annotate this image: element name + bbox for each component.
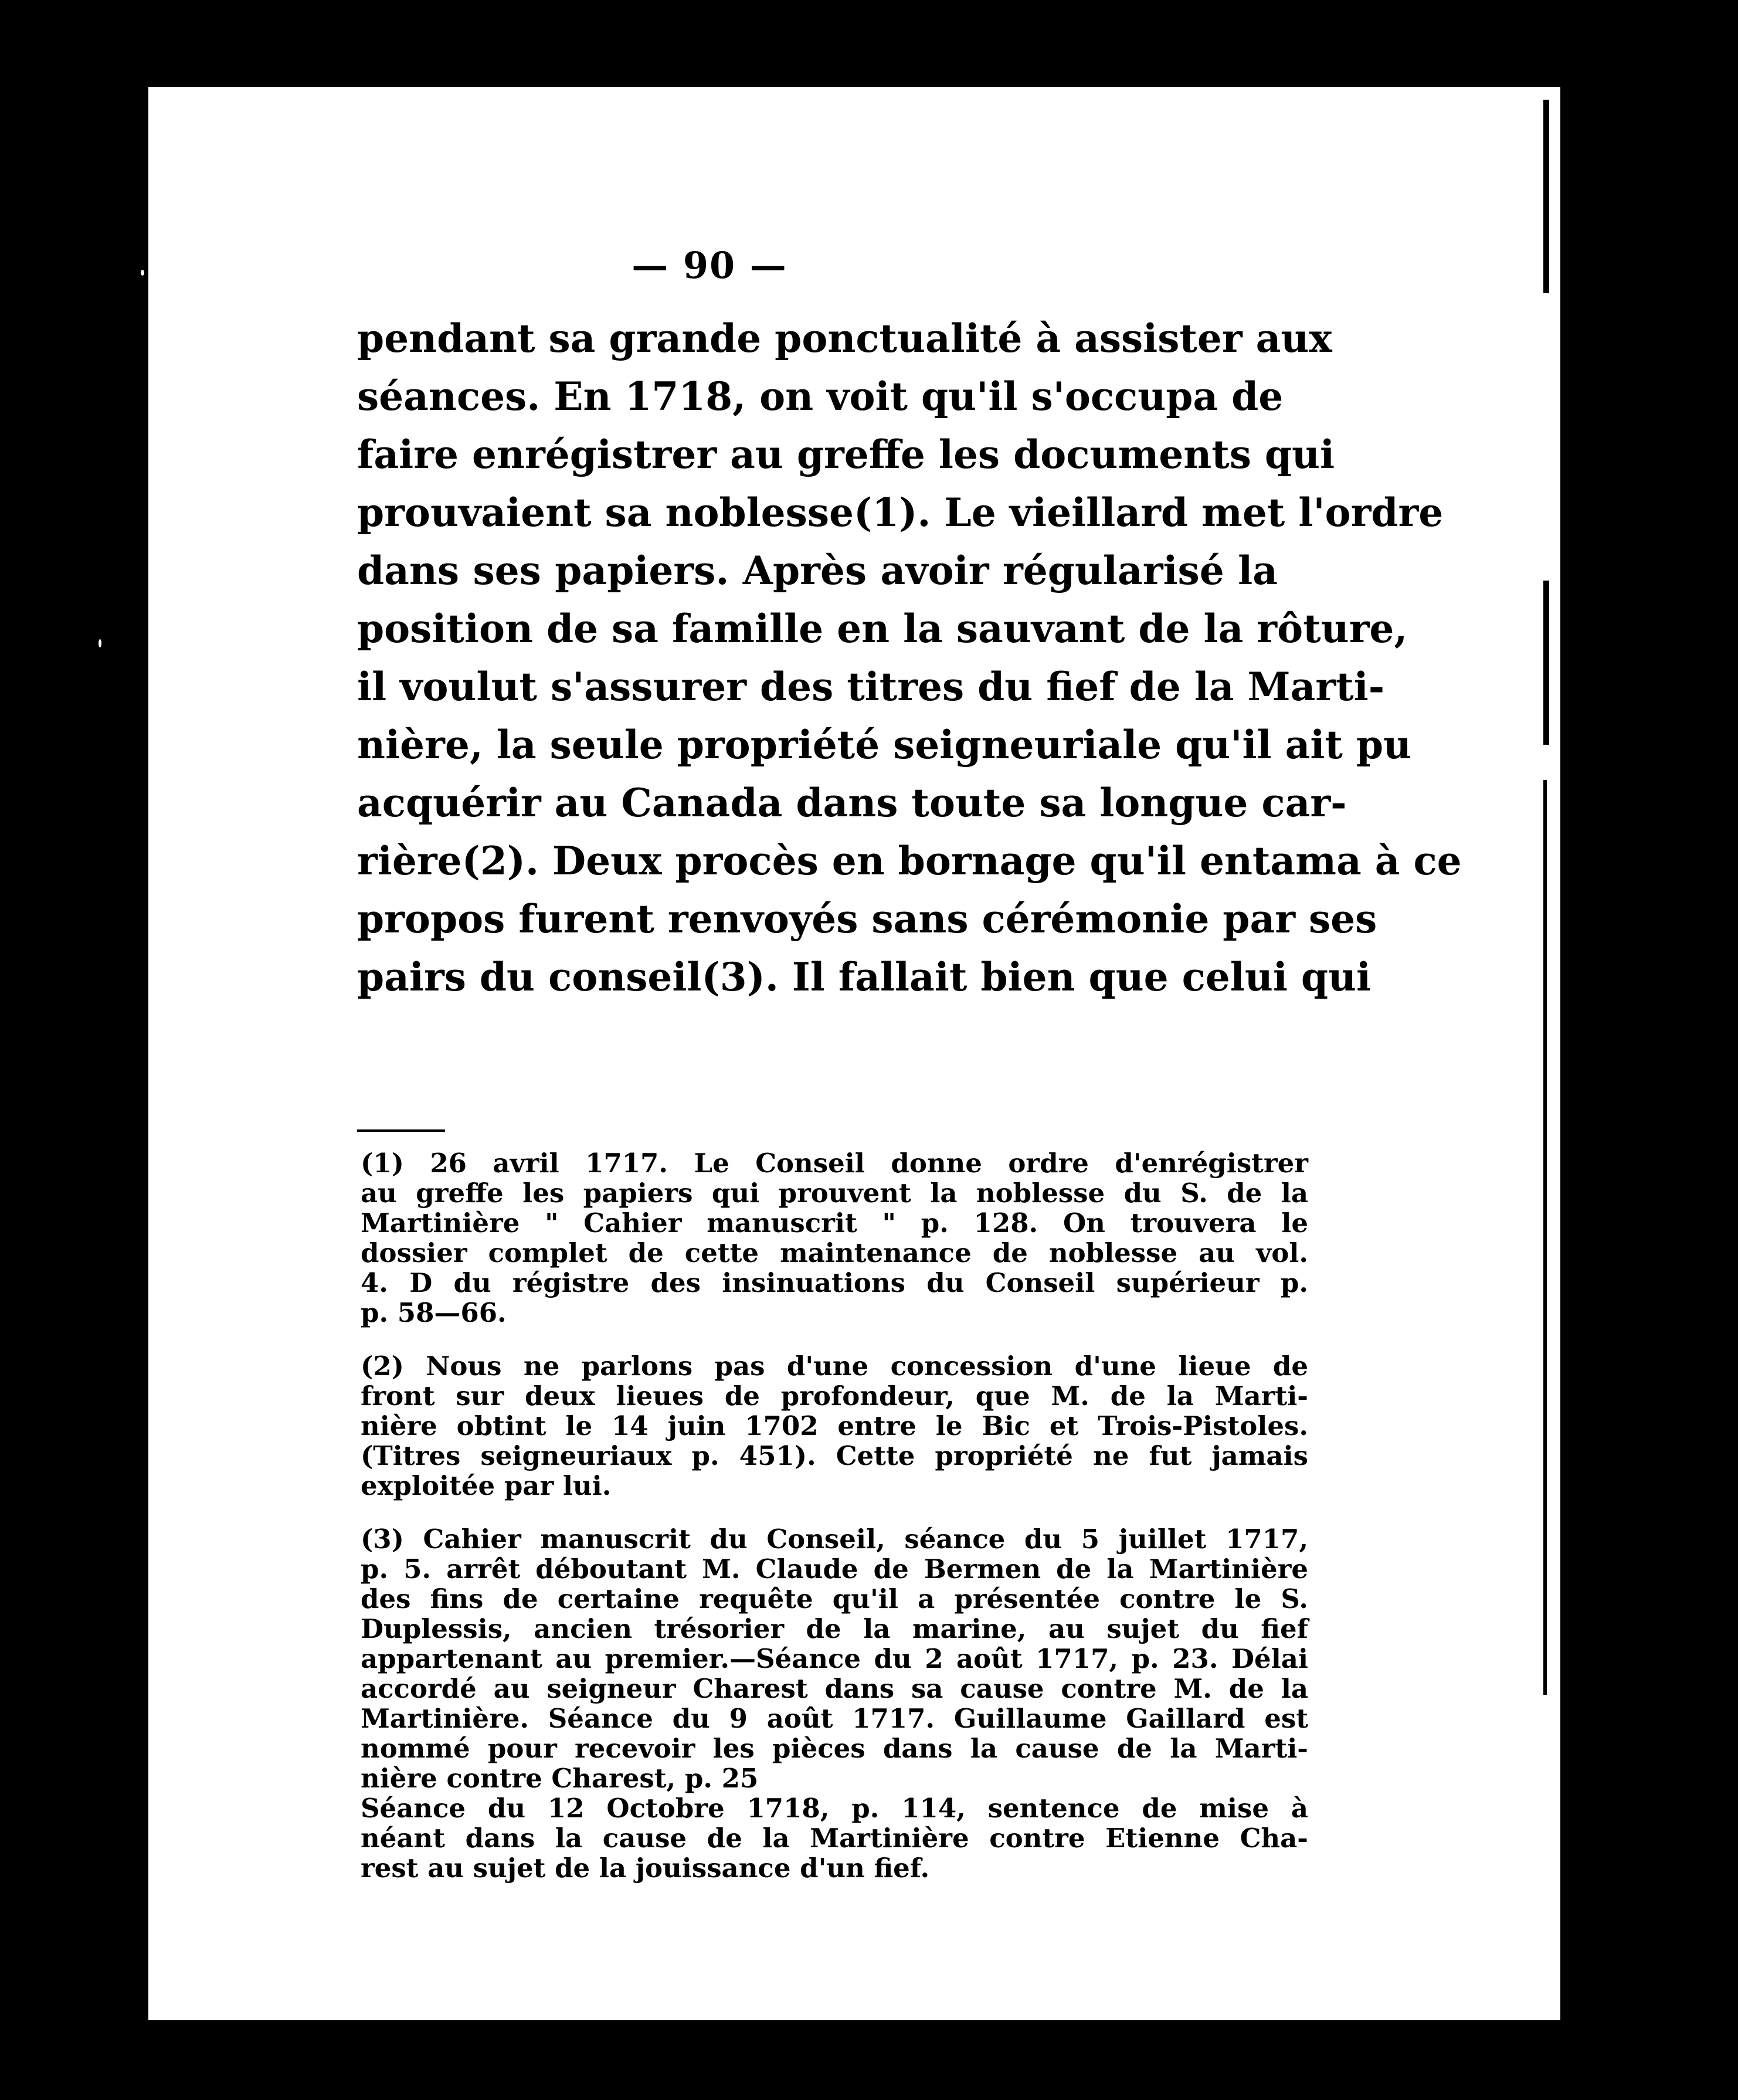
footnote-3 bbox=[361, 1524, 1308, 1883]
scan-speck bbox=[141, 270, 144, 276]
scan-speck bbox=[215, 927, 220, 934]
footnote-2 bbox=[361, 1351, 1308, 1501]
body-line: pendant sa grande ponctualité à assister aux bbox=[357, 315, 1332, 361]
body-line: nière, la seule propriété seigneuriale qu'il ait pu bbox=[357, 722, 1412, 768]
scan-speck bbox=[201, 446, 204, 452]
footnote-line: 4. D du régistre des insinuations du Conseil supérieur p. bbox=[361, 1267, 1308, 1298]
footnote-line: p. 58—66. bbox=[361, 1297, 507, 1328]
page-gutter-edge bbox=[1542, 88, 1560, 2017]
footnote-divider bbox=[357, 1129, 445, 1132]
footnote-line: (1) 26 avril 1717. Le Conseil donne ordre d'enrégistrer bbox=[361, 1148, 1308, 1179]
page-number: — 90 — bbox=[632, 244, 787, 287]
footnote-line: (2) Nous ne parlons pas d'une concession d'une lieue de bbox=[361, 1351, 1308, 1382]
footnote-1 bbox=[361, 1148, 1308, 1328]
footnote-line: appartenant au premier.—Séance du 2 août 1717, p. 23. Délai bbox=[361, 1643, 1308, 1674]
footnote-line: accordé au seigneur Charest dans sa cause contre M. de la bbox=[361, 1673, 1308, 1704]
footnote-line: nommé pour recevoir les pièces dans la cause de la Marti- bbox=[361, 1733, 1308, 1764]
document-page bbox=[148, 87, 1560, 2020]
footnote-line: dossier complet de cette maintenance de noblesse au vol. bbox=[361, 1237, 1308, 1268]
footnote-line: p. 5. arrêt déboutant M. Claude de Bermen de la Martinière bbox=[361, 1553, 1308, 1585]
body-text bbox=[357, 310, 1462, 1006]
body-line: propos furent renvoyés sans cérémonie par ses bbox=[357, 896, 1377, 942]
body-line: pairs du conseil(3). Il fallait bien que celui qui bbox=[357, 954, 1372, 1000]
body-line: position de sa famille en la sauvant de la rôture, bbox=[357, 606, 1408, 652]
footnote-line: front sur deux lieues de profondeur, que M. de la Marti- bbox=[361, 1380, 1308, 1412]
footnote-line: Duplessis, ancien trésorier de la marine, au sujet du fief bbox=[361, 1613, 1308, 1644]
footnote-line: des fins de certaine requête qu'il a présentée contre le S. bbox=[361, 1583, 1308, 1614]
gutter-shadow bbox=[1543, 780, 1547, 1695]
footnote-line: nière obtint le 14 juin 1702 entre le Bic et Trois-Pistoles. bbox=[361, 1410, 1308, 1441]
gutter-shadow bbox=[1543, 581, 1549, 745]
body-line: faire enrégistrer au greffe les documents qui bbox=[357, 432, 1335, 477]
body-line: acquérir au Canada dans toute sa longue car- bbox=[357, 780, 1347, 826]
footnote-line: Séance du 12 Octobre 1718, p. 114, sentence de mise à bbox=[361, 1793, 1308, 1824]
footnote-line: au greffe les papiers qui prouvent la noblesse du S. de la bbox=[361, 1178, 1308, 1209]
footnotes bbox=[361, 1148, 1308, 1906]
footnote-line: (Titres seigneuriaux p. 451). Cette propriété ne fut jamais bbox=[361, 1440, 1308, 1471]
footnote-line: Martinière. Séance du 9 août 1717. Guillaume Gaillard est bbox=[361, 1703, 1308, 1734]
body-line: rière(2). Deux procès en bornage qu'il entama à ce bbox=[357, 838, 1462, 884]
body-line: dans ses papiers. Après avoir régularisé la bbox=[357, 548, 1278, 593]
footnote-line: (3) Cahier manuscrit du Conseil, séance du 5 juillet 1717, bbox=[361, 1524, 1308, 1555]
footnote-line: néant dans la cause de la Martinière contre Etienne Cha- bbox=[361, 1823, 1308, 1854]
scan-speck bbox=[99, 639, 101, 647]
footnote-line: nière contre Charest, p. 25 bbox=[361, 1763, 759, 1794]
footnote-line: exploitée par lui. bbox=[361, 1470, 612, 1501]
body-line: séances. En 1718, on voit qu'il s'occupa de bbox=[357, 374, 1284, 419]
body-line: prouvaient sa noblesse(1). Le vieillard met l'ordre bbox=[357, 490, 1444, 535]
footnote-line: rest au sujet de la jouissance d'un fief. bbox=[361, 1853, 930, 1884]
gutter-shadow bbox=[1543, 100, 1549, 293]
body-line: il voulut s'assurer des titres du fief de la Marti- bbox=[357, 664, 1385, 710]
footnote-line: Martinière " Cahier manuscrit " p. 128. On trouvera le bbox=[361, 1207, 1308, 1239]
